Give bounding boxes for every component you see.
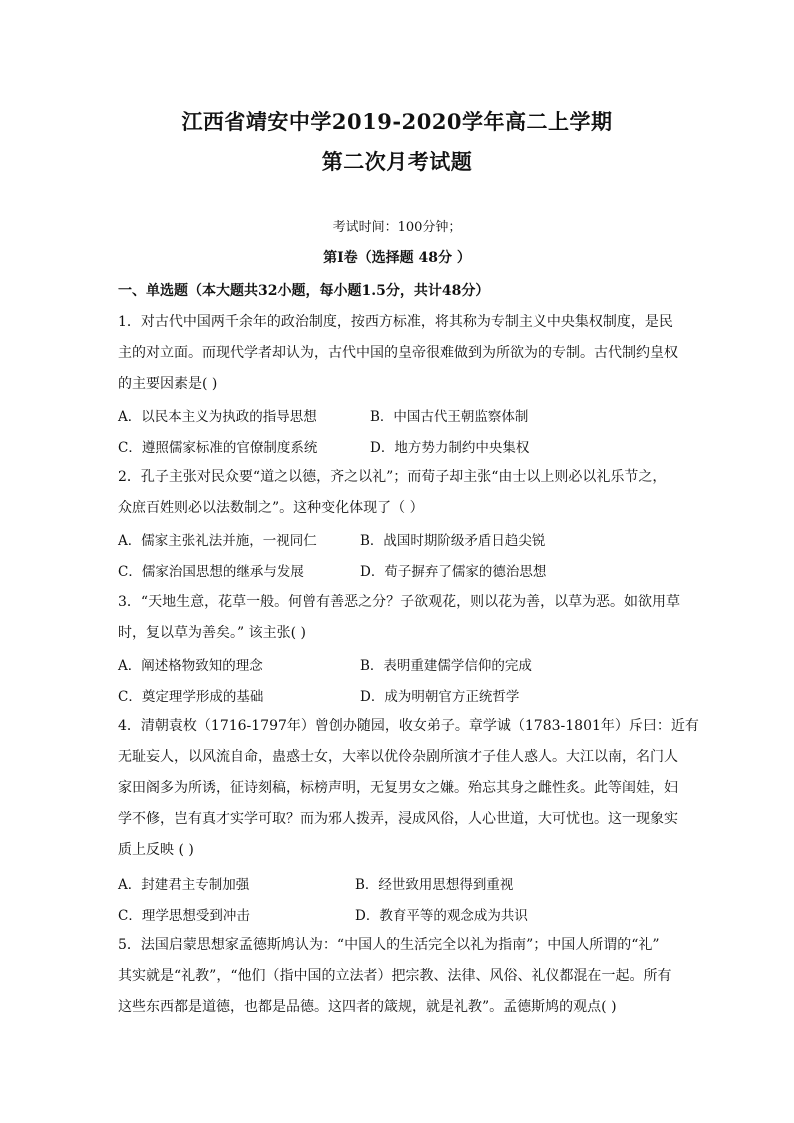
question-5-line-3: 这些东西都是道德，也都是品德。这四者的箴规，就是礼教”。孟德斯鸠的观点( ) (118, 999, 617, 1015)
question-4-option-b: B．经世致用思想得到重视 (355, 877, 514, 893)
question-1-option-c: C．遵照儒家标准的官僚制度系统 (118, 440, 318, 456)
question-3-option-d: D．成为明朝官方正统哲学 (360, 689, 520, 705)
question-3-line-2: 时，复以草为善矣。” 该主张( ) (118, 625, 306, 641)
question-1-option-d: D．地方势力制约中央集权 (370, 440, 530, 456)
exam-time: 考试时间：100分钟； (332, 220, 462, 235)
question-3-option-c: C．奠定理学形成的基础 (118, 689, 264, 705)
question-2-option-b: B．战国时期阶级矛盾日趋尖锐 (360, 533, 546, 549)
question-4-line-5: 质上反映 ( ) (118, 842, 194, 858)
exam-title-line1: 江西省靖安中学2019-2020学年高二上学期 (181, 109, 613, 134)
question-4-option-a: A．封建君主专制加强 (118, 877, 250, 893)
question-1-option-a: A．以民本主义为执政的指导思想 (118, 409, 317, 425)
question-4-line-3: 家田阁多为所诱，征诗刻稿，标榜声明，无复男女之嫌。殆忘其身之雌性炙。此等闺娃，妇 (118, 780, 678, 796)
question-1-option-b: B．中国古代王朝监察体制 (370, 409, 529, 425)
question-2-option-c: C．儒家治国思想的继承与发展 (118, 564, 304, 580)
question-5-line-1: 5．法国启蒙思想家孟德斯鸠认为：“中国人的生活完全以礼为指南”；中国人所谓的“礼” (118, 937, 660, 953)
question-4-option-d: D．教育平等的观念成为共识 (355, 908, 528, 924)
question-2-line-1: 2．孔子主张对民众要“道之以德，齐之以礼”；而荀子却主张“由士以上则必以礼乐节之， (118, 469, 667, 485)
question-1-line-3: 的主要因素是( ) (118, 376, 218, 392)
question-1-line-1: 1．对古代中国两千余年的政治制度，按西方标准，将其称为专制主义中央集权制度，是民 (118, 314, 673, 330)
question-4-option-c: C．理学思想受到冲击 (118, 908, 250, 924)
section-heading: 一、单选题（本大题共32小题，每小题1.5分，共计48分） (118, 283, 490, 299)
question-1-line-2: 主的对立面。而现代学者却认为，古代中国的皇帝很难做到为所欲为的专制。古代制约皇权 (118, 345, 678, 361)
question-2-line-2: 众庶百姓则必以法数制之”。这种变化体现了（ ） (118, 500, 424, 516)
question-4-line-2: 无耻妄人，以风流自命，蛊惑士女，大率以优伶杂剧所演才子佳人惑人。大江以南，名门人 (118, 749, 678, 765)
question-4-line-4: 学不修，岂有真才实学可取？而为邪人拨弄，浸成风俗，人心世道，大可忧也。这一现象实 (118, 811, 678, 827)
question-3-line-1: 3．“天地生意，花草一般。何曾有善恶之分？子欲观花，则以花为善，以草为恶。如欲用草 (118, 594, 681, 610)
question-3-option-a: A．阐述格物致知的理念 (118, 658, 263, 674)
exam-title-line2: 第二次月考试题 (321, 149, 473, 174)
question-3-option-b: B．表明重建儒学信仰的完成 (360, 658, 532, 674)
question-2-option-a: A．儒家主张礼法并施，一视同仁 (118, 533, 317, 549)
question-5-line-2: 其实就是“礼教”，“他们（指中国的立法者）把宗教、法律、风俗、礼仪都混在一起。所有 (118, 968, 672, 984)
question-4-line-1: 4．清朝袁枚（1716-1797年）曾创办随园，收女弟子。章学诚（1783-1801年）斥曰：近有 (118, 718, 699, 734)
question-2-option-d: D．荀子摒弃了儒家的德治思想 (360, 564, 547, 580)
volume-heading: 第Ⅰ卷（选择题 48分 ） (323, 250, 471, 266)
